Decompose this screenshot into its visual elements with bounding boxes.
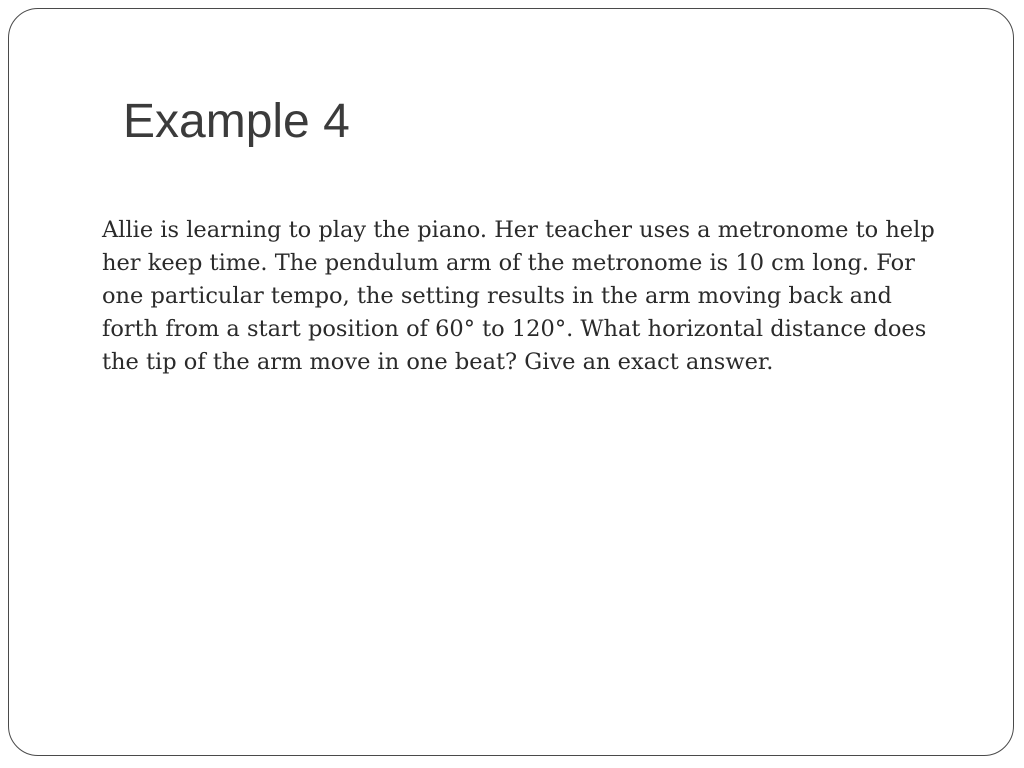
problem-line: Allie is learning to play the piano. Her teacher uses a metronome to help (102, 217, 935, 243)
problem-line: one particular tempo, the setting results in the arm moving back and (102, 283, 892, 309)
slide-title: Example 4 (123, 95, 350, 148)
problem-line: forth from a start position of 60° to 120°. What horizontal distance does (102, 316, 927, 342)
slide-frame (8, 8, 1014, 756)
problem-text (102, 214, 962, 379)
problem-line: the tip of the arm move in one beat? Give an exact answer. (102, 349, 774, 375)
problem-line: her keep time. The pendulum arm of the metronome is 10 cm long. For (102, 250, 915, 276)
